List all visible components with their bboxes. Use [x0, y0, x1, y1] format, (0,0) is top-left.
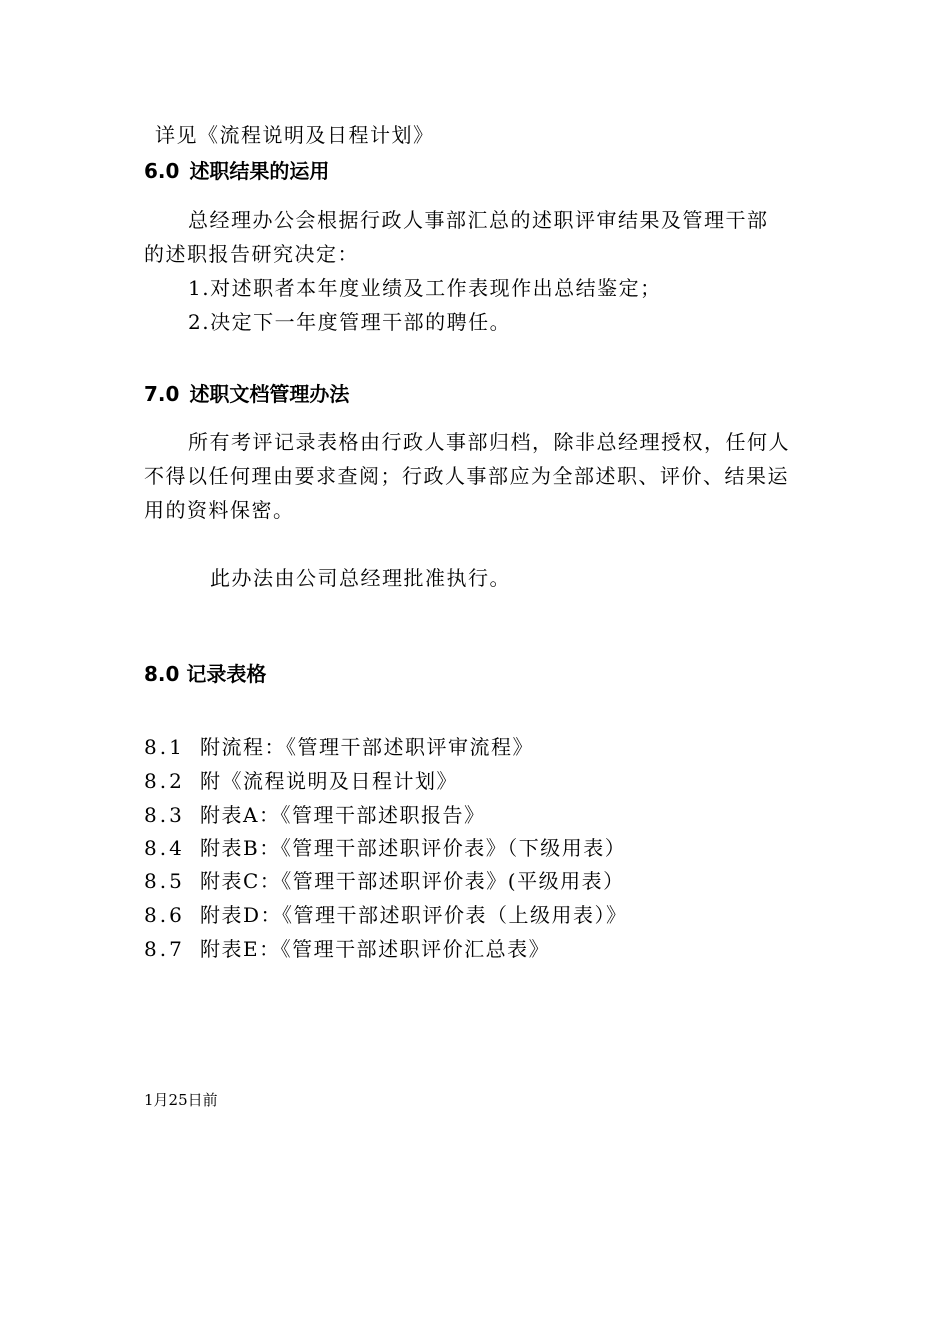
attachment-item-number: 8.7 — [144, 937, 185, 961]
section-8-heading: 8.0 记录表格 — [144, 662, 267, 686]
attachment-item-number: 8.4 — [144, 836, 185, 860]
section-6-title: 述职结果的运用 — [189, 159, 330, 183]
section-7-number: 7.0 — [144, 382, 180, 406]
attachment-item — [144, 733, 534, 761]
attachment-item — [144, 801, 485, 829]
section-7-title: 述职文档管理办法 — [189, 382, 350, 406]
attachment-item-text: 附表C：《管理干部述职评价表》(平级用表） — [200, 869, 625, 893]
attachment-item-text: 附表A：《管理干部述职报告》 — [200, 803, 486, 827]
section-6-number: 6.0 — [144, 159, 180, 183]
attachment-item-number: 8.5 — [144, 869, 185, 893]
section-6-item-1: 1.对述职者本年度业绩及工作表现作出总结鉴定； — [188, 276, 662, 300]
attachment-item-number: 8.2 — [144, 769, 185, 793]
section-7-paragraph-line-1: 所有考评记录表格由行政人事部归档，除非总经理授权，任何人 — [188, 430, 790, 454]
attachment-item-number: 8.6 — [144, 903, 185, 927]
attachment-item — [144, 935, 550, 963]
section-6-item-2: 2.决定下一年度管理干部的聘任。 — [188, 310, 512, 334]
section-7-heading — [144, 380, 349, 408]
attachment-item — [144, 767, 458, 795]
attachment-item-text: 附表D：《管理干部述职评价表（上级用表）》 — [200, 903, 628, 927]
section-7-paragraph-line-2: 不得以任何理由要求查阅；行政人事部应为全部述职、评价、结果运 — [144, 464, 789, 488]
attachment-item — [144, 901, 628, 929]
deadline-date: 1月25日前 — [144, 1091, 218, 1109]
section-6-heading — [144, 157, 329, 185]
attachment-item-text: 附《流程说明及日程计划》 — [200, 769, 458, 793]
section-7-paragraph-line-3: 用的资料保密。 — [144, 498, 295, 522]
attachment-item-number: 8.3 — [144, 803, 185, 827]
attachment-item — [144, 834, 626, 862]
attachment-item-text: 附表E：《管理干部述职评价汇总表》 — [200, 937, 551, 961]
attachment-item — [144, 867, 625, 895]
attachment-item-text: 附表B：《管理干部述职评价表》（下级用表） — [200, 836, 627, 860]
attachment-item-number: 8.1 — [144, 735, 185, 759]
section-6-paragraph-line-1: 总经理办公会根据行政人事部汇总的述职评审结果及管理干部 — [188, 208, 769, 232]
approval-statement: 此办法由公司总经理批准执行。 — [210, 566, 511, 590]
intro-line: 详见《流程说明及日程计划》 — [155, 123, 435, 147]
attachment-item-text: 附流程：《管理干部述职评审流程》 — [200, 735, 534, 759]
section-6-paragraph-line-2: 的述职报告研究决定： — [144, 242, 359, 266]
